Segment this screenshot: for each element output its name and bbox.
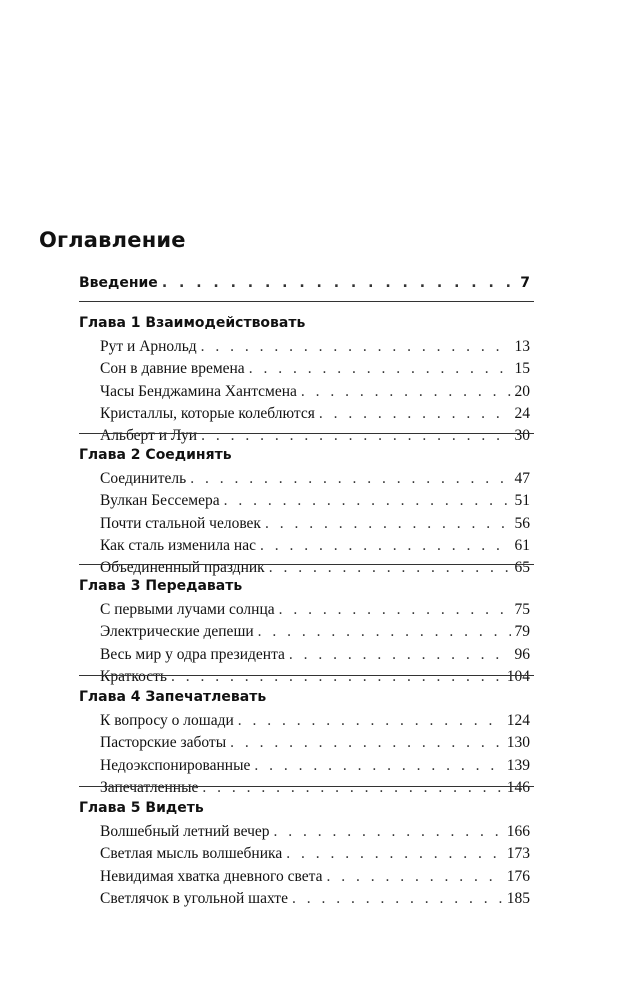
dot-leader [224,489,511,513]
toc-entry[interactable] [100,357,530,381]
toc-entry-label: Кристаллы, которые колеблются [100,404,315,422]
toc-entry[interactable] [100,402,530,426]
toc-entry-page: 75 [514,601,530,618]
toc-entry[interactable] [100,534,530,558]
toc-entry-page: 20 [514,382,530,400]
toc-entry[interactable] [100,467,530,491]
toc-entry-label: Объединенный праздник [100,559,265,577]
dot-leader [301,380,511,404]
toc-entry-page: 24 [514,404,530,422]
toc-entry-label: Весь мир у одра президента [100,645,285,663]
toc-entry-page: 7 [520,275,530,291]
toc-entry-label: Недоэкспонированные [100,756,251,774]
toc-entry[interactable] [100,620,530,644]
chapter-heading[interactable]: Глава 2 Соединять [79,447,232,463]
chapter-heading[interactable]: Глава 4 Запечатлевать [79,689,267,705]
toc-entry-label: Часы Бенджамина Хантсмена [100,382,297,400]
dot-leader [201,335,511,359]
section-divider [79,786,534,787]
toc-entry-label: К вопросу о лошади [100,712,234,729]
toc-entry-page: 13 [514,338,530,355]
toc-entry[interactable] [100,865,530,889]
toc-entry-page: 56 [514,514,530,532]
toc-entry-page: 96 [514,645,530,663]
toc-entry-page: 15 [514,360,530,378]
chapter-heading[interactable]: Глава 5 Видеть [79,800,204,816]
dot-leader [162,271,516,295]
toc-entry-page: 173 [506,845,530,863]
toc-entry-page: 79 [514,623,530,641]
toc-entry-page: 65 [514,559,530,577]
page-title: Оглавление [39,228,186,252]
toc-entry-introduction[interactable] [79,271,530,295]
toc-entry-label: Введение [79,275,158,291]
dot-leader [190,467,510,491]
dot-leader [238,709,503,733]
toc-entry-label: Невидимая хватка дневного света [100,867,323,885]
toc-entry-label: Запечатленные [100,778,199,796]
toc-entry[interactable] [100,731,530,755]
dot-leader [254,754,502,778]
section-divider [79,433,534,434]
toc-entry[interactable] [100,380,530,404]
section-divider [79,564,534,565]
toc-entry-label: Сон в давние времена [100,360,245,378]
dot-leader [265,512,511,536]
chapter-heading[interactable]: Глава 3 Передавать [79,578,243,594]
dot-leader [289,643,511,667]
toc-entry[interactable] [100,489,530,513]
dot-leader [319,402,511,426]
toc-entry[interactable] [100,643,530,667]
toc-entry[interactable] [100,598,530,622]
dot-leader [292,887,503,911]
toc-entry-page: 130 [506,734,530,752]
dot-leader [260,534,511,558]
toc-entry[interactable] [100,887,530,911]
toc-entry-label: С первыми лучами солнца [100,601,275,618]
toc-entry-label: Почти стальной человек [100,514,261,532]
toc-entry-label: Соединитель [100,470,187,487]
toc-entry-page: 185 [506,889,530,907]
dot-leader [286,842,503,866]
toc-entry-page: 61 [514,536,530,554]
toc-entry-label: Рут и Арнольд [100,338,197,355]
toc-entry-label: Альберт и Луи [100,427,198,445]
toc-entry-label: Пасторские заботы [100,734,227,752]
toc-entry-page: 139 [506,756,530,774]
chapter-heading[interactable]: Глава 1 Взаимодействовать [79,315,306,331]
toc-entry[interactable] [100,754,530,778]
toc-entry-label: Как сталь изменила нас [100,536,256,554]
toc-entry-label: Краткость [100,667,167,685]
dot-leader [279,598,511,622]
toc-entry-page: 30 [514,427,530,445]
section-divider [79,301,534,302]
toc-entry-page: 124 [506,712,530,729]
toc-entry-page: 166 [506,823,530,840]
toc-entry-label: Светлячок в угольной шахте [100,889,288,907]
dot-leader [258,620,511,644]
section-divider [79,675,534,676]
toc-entry-page: 176 [506,867,530,885]
toc-entry-label: Вулкан Бессемера [100,492,220,510]
dot-leader [201,424,510,448]
dot-leader [326,865,502,889]
dot-leader [230,731,503,755]
toc-entry[interactable] [100,512,530,536]
toc-entry-label: Электрические депеши [100,623,254,641]
toc-entry-page: 104 [506,667,530,685]
toc-entry[interactable] [100,335,530,359]
toc-entry-page: 51 [514,492,530,510]
toc-entry[interactable] [100,842,530,866]
toc-entry[interactable] [100,820,530,844]
dot-leader [202,776,502,800]
dot-leader [274,820,503,844]
toc-entry-page: 47 [514,470,530,487]
toc-entry[interactable] [100,709,530,733]
dot-leader [249,357,511,381]
dot-leader [269,556,511,580]
toc-entry-label: Волшебный летний вечер [100,823,270,840]
toc-entry-page: 146 [506,778,530,796]
toc-entry-label: Светлая мысль волшебника [100,845,283,863]
